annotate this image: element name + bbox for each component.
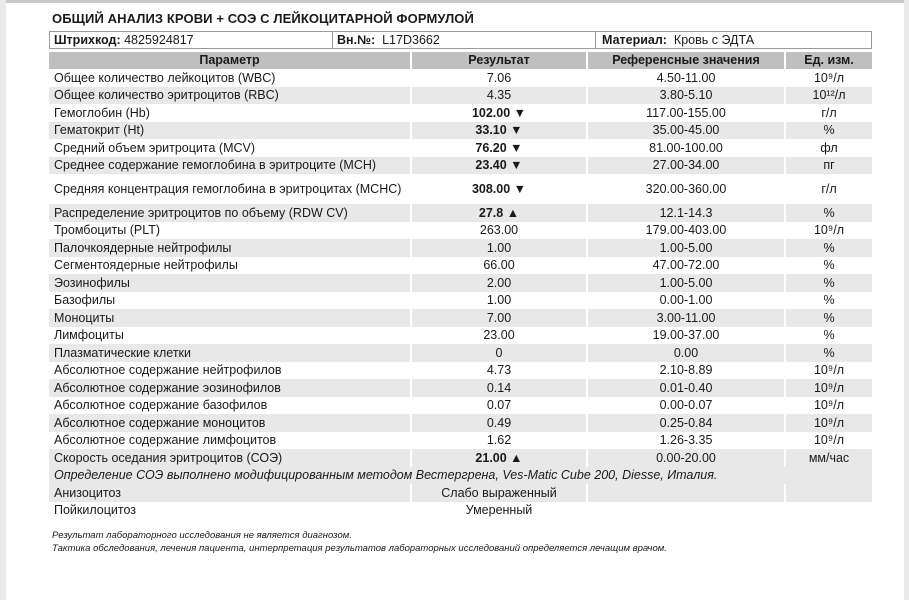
material-field xyxy=(602,32,754,48)
internal-number-field xyxy=(337,32,440,48)
result-cell: 21.00 ▲ xyxy=(411,449,587,467)
method-note-row xyxy=(49,467,872,485)
unit-cell: 10⁹/л xyxy=(785,69,872,87)
table-row xyxy=(49,104,872,122)
parameter-cell: Общее количество лейкоцитов (WBC) xyxy=(54,70,276,85)
parameter-cell: Абсолютное содержание моноцитов xyxy=(49,414,411,432)
result-cell: 308.00 ▼ xyxy=(411,174,587,204)
unit-cell: % xyxy=(785,204,872,222)
unit-cell: % xyxy=(785,122,872,140)
unit-cell: фл xyxy=(785,139,872,157)
reference-cell: 12.1-14.3 xyxy=(587,204,785,222)
method-note: Определение СОЭ выполнено модифицированным методом Вестергрена, Ves-Matic Cube 200, Diesse, Италия. xyxy=(49,467,872,485)
reference-cell: 4.50-11.00 xyxy=(587,69,785,87)
result-cell: 0 xyxy=(411,344,587,362)
material-value: Кровь с ЭДТА xyxy=(673,33,755,47)
table-row xyxy=(49,274,872,292)
result-cell: 102.00 ▼ xyxy=(411,104,587,122)
table-row xyxy=(49,122,872,140)
parameter-cell: Общее количество эритроцитов (RBC) xyxy=(49,87,411,105)
disclaimer-line-1: Результат лабораторного исследования не является диагнозом. xyxy=(52,530,352,541)
unit-cell: 10⁹/л xyxy=(785,362,872,380)
table-row xyxy=(49,449,872,467)
table-row xyxy=(49,222,872,240)
unit-cell: 10⁹/л xyxy=(785,414,872,432)
table-row xyxy=(49,157,872,175)
table-row xyxy=(49,379,872,397)
table-row xyxy=(49,344,872,362)
table-row xyxy=(49,432,872,450)
reference-cell: 3.80-5.10 xyxy=(587,87,785,105)
parameter-cell: Средняя концентрация гемоглобина в эритроцитах (MCHC) xyxy=(54,182,402,196)
reference-cell xyxy=(587,502,785,520)
result-cell: 27.8 ▲ xyxy=(411,204,587,222)
result-cell: 263.00 xyxy=(411,222,587,240)
parameter-cell: Гематокрит (Ht) xyxy=(49,122,411,140)
morphology-row xyxy=(49,502,872,520)
unit-cell: % xyxy=(785,344,872,362)
unit-cell: % xyxy=(785,239,872,257)
reference-cell: 0.25-0.84 xyxy=(587,414,785,432)
table-row xyxy=(49,292,872,310)
reference-cell: 27.00-34.00 xyxy=(587,157,785,175)
reference-cell: 320.00-360.00 xyxy=(587,174,785,204)
reference-cell: 35.00-45.00 xyxy=(587,122,785,140)
reference-cell: 2.10-8.89 xyxy=(587,362,785,380)
reference-cell: 117.00-155.00 xyxy=(587,104,785,122)
unit-cell: 10¹²/л xyxy=(785,87,872,105)
info-bar xyxy=(49,31,872,49)
header-unit: Ед. изм. xyxy=(785,52,872,69)
parameter-cell: Лимфоциты xyxy=(54,328,124,343)
reference-cell: 0.00 xyxy=(587,344,785,362)
reference-cell: 81.00-100.00 xyxy=(587,139,785,157)
table-row xyxy=(49,174,872,204)
table-row xyxy=(49,204,872,222)
results-body xyxy=(49,69,872,519)
reference-cell: 1.26-3.35 xyxy=(587,432,785,450)
barcode-value: 4825924817 xyxy=(124,33,194,47)
table-row xyxy=(49,239,872,257)
result-cell: 23.40 ▼ xyxy=(411,157,587,175)
top-divider xyxy=(6,0,904,3)
reference-cell: 19.00-37.00 xyxy=(587,327,785,345)
parameter-cell: Абсолютное содержание нейтрофилов xyxy=(54,363,282,378)
table-row xyxy=(49,139,872,157)
parameter-cell: Тромбоциты (PLT) xyxy=(54,223,161,238)
result-cell: 23.00 xyxy=(411,327,587,345)
disclaimer-line-2: Тактика обследования, лечения пациента, интерпретация результатов лабораторных исследований определяется лечащим врачом. xyxy=(52,543,667,554)
reference-cell: 179.00-403.00 xyxy=(587,222,785,240)
result-cell: 0.07 xyxy=(411,397,587,415)
parameter-cell: Базофилы xyxy=(54,293,116,308)
unit-cell: 10⁹/л xyxy=(785,379,872,397)
table-row xyxy=(49,257,872,275)
table-row xyxy=(49,414,872,432)
unit-cell: 10⁹/л xyxy=(785,222,872,240)
info-separator xyxy=(332,32,333,48)
unit-cell: 10⁹/л xyxy=(785,432,872,450)
barcode-label: Штрихкод: xyxy=(54,33,121,47)
internal-number-value: L17D3662 xyxy=(382,33,440,47)
parameter-cell: Абсолютное содержание лимфоцитов xyxy=(54,433,277,448)
unit-cell: 10⁹/л xyxy=(785,397,872,415)
unit-cell: пг xyxy=(785,157,872,175)
table-row xyxy=(49,327,872,345)
reference-cell xyxy=(587,484,785,502)
report-sheet xyxy=(6,0,904,600)
reference-cell: 47.00-72.00 xyxy=(587,257,785,275)
parameter-cell: Плазматические клетки xyxy=(49,344,411,362)
unit-cell: % xyxy=(785,274,872,292)
result-cell: 7.06 xyxy=(411,69,587,87)
result-cell: 7.00 xyxy=(411,309,587,327)
unit-cell xyxy=(785,484,872,502)
internal-number-label: Вн.№: xyxy=(337,33,376,47)
reference-cell: 1.00-5.00 xyxy=(587,274,785,292)
table-row xyxy=(49,69,872,87)
reference-cell: 0.00-1.00 xyxy=(587,292,785,310)
reference-cell: 0.00-20.00 xyxy=(587,449,785,467)
result-cell: Умеренный xyxy=(411,502,587,520)
reference-cell: 0.01-0.40 xyxy=(587,379,785,397)
result-cell: 76.20 ▼ xyxy=(411,139,587,157)
table-row xyxy=(49,397,872,415)
result-cell: 2.00 xyxy=(411,274,587,292)
parameter-cell: Палочкоядерные нейтрофилы xyxy=(49,239,411,257)
unit-cell: г/л xyxy=(785,174,872,204)
table-row xyxy=(49,362,872,380)
reference-cell: 0.00-0.07 xyxy=(587,397,785,415)
unit-cell: г/л xyxy=(785,104,872,122)
parameter-cell: Скорость оседания эритроцитов (СОЭ) xyxy=(49,449,411,467)
parameter-cell: Пойкилоцитоз xyxy=(54,503,137,518)
info-separator xyxy=(595,32,596,48)
morphology-row xyxy=(49,484,872,502)
unit-cell xyxy=(785,502,872,520)
result-cell: 0.14 xyxy=(411,379,587,397)
parameter-cell: Гемоглобин (Hb) xyxy=(54,105,150,120)
parameter-cell: Абсолютное содержание эозинофилов xyxy=(49,379,411,397)
table-header-row xyxy=(49,52,872,69)
parameter-cell: Среднее содержание гемоглобина в эритроците (МСН) xyxy=(49,157,411,175)
unit-cell: мм/час xyxy=(785,449,872,467)
result-cell: 1.00 xyxy=(411,292,587,310)
parameter-cell: Моноциты xyxy=(49,309,411,327)
result-cell: Слабо выраженный xyxy=(411,484,587,502)
parameter-cell: Эозинофилы xyxy=(49,274,411,292)
result-cell: 1.00 xyxy=(411,239,587,257)
parameter-cell: Сегментоядерные нейтрофилы xyxy=(54,258,238,273)
parameter-cell: Средний объем эритроцита (MCV) xyxy=(54,140,256,155)
result-cell: 4.73 xyxy=(411,362,587,380)
result-cell: 4.35 xyxy=(411,87,587,105)
reference-cell: 1.00-5.00 xyxy=(587,239,785,257)
result-cell: 33.10 ▼ xyxy=(411,122,587,140)
header-reference: Референсные значения xyxy=(587,52,785,69)
unit-cell: % xyxy=(785,292,872,310)
report-title: ОБЩИЙ АНАЛИЗ КРОВИ + СОЭ С ЛЕЙКОЦИТАРНОЙ ФОРМУЛОЙ xyxy=(52,11,474,26)
unit-cell: % xyxy=(785,327,872,345)
table-row xyxy=(49,309,872,327)
result-cell: 66.00 xyxy=(411,257,587,275)
parameter-cell: Распределение эритроцитов по объему (RDW CV) xyxy=(49,204,411,222)
result-cell: 1.62 xyxy=(411,432,587,450)
header-result: Результат xyxy=(411,52,587,69)
parameter-cell: Анизоцитоз xyxy=(49,484,411,502)
unit-cell: % xyxy=(785,309,872,327)
barcode-field xyxy=(54,32,194,48)
header-parameter: Параметр xyxy=(49,52,411,69)
unit-cell: % xyxy=(785,257,872,275)
material-label: Материал: xyxy=(602,33,667,47)
result-cell: 0.49 xyxy=(411,414,587,432)
reference-cell: 3.00-11.00 xyxy=(587,309,785,327)
results-table xyxy=(49,52,872,519)
parameter-cell: Абсолютное содержание базофилов xyxy=(54,398,268,413)
table-row xyxy=(49,87,872,105)
